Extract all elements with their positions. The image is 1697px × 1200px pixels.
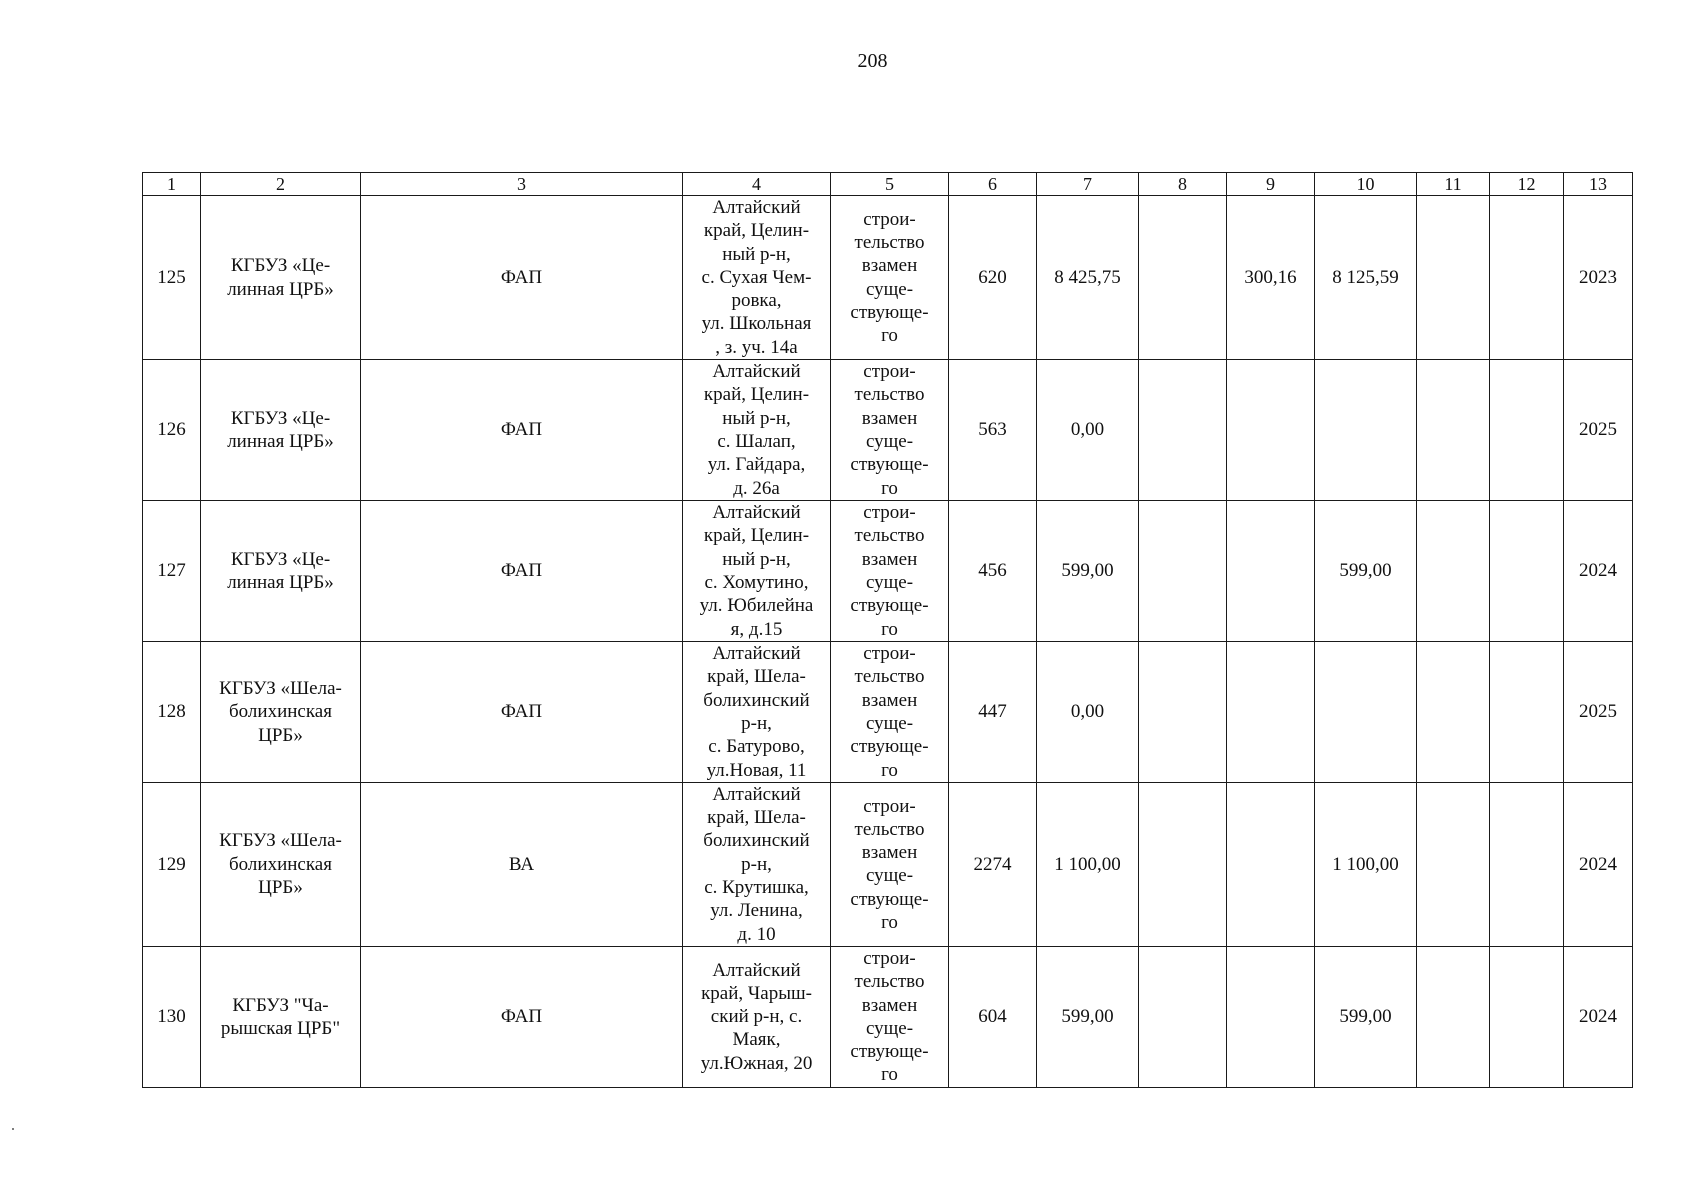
table-row	[143, 501, 1633, 642]
column-number-13: 13	[1564, 173, 1633, 196]
col8-cell	[1139, 642, 1227, 783]
work-type-cell: строи- тельство взамен суще- ствующе- го	[831, 782, 949, 946]
institution-cell: КГБУЗ «Це- линная ЦРБ»	[201, 196, 361, 360]
column-number-1: 1	[143, 173, 201, 196]
facility-type-cell: ФАП	[361, 946, 683, 1087]
work-type-cell: строи- тельство взамен суще- ствующе- го	[831, 642, 949, 783]
col12-cell	[1490, 501, 1564, 642]
col7-cell: 1 100,00	[1037, 782, 1139, 946]
col7-cell: 8 425,75	[1037, 196, 1139, 360]
col9-cell	[1227, 782, 1315, 946]
row-number-cell: 125	[143, 196, 201, 360]
col10-cell: 8 125,59	[1315, 196, 1417, 360]
table-row	[143, 642, 1633, 783]
table-header	[143, 173, 1633, 196]
col11-cell	[1417, 501, 1490, 642]
column-number-5: 5	[831, 173, 949, 196]
col8-cell	[1139, 782, 1227, 946]
column-number-9: 9	[1227, 173, 1315, 196]
column-number-11: 11	[1417, 173, 1490, 196]
page-number: 208	[857, 50, 888, 72]
address-cell: Алтайский край, Шела- болихинский р-н, с. Крутишка, ул. Ленина, д. 10	[683, 782, 831, 946]
col6-cell: 620	[949, 196, 1037, 360]
institution-cell: КГБУЗ "Ча- рышская ЦРБ"	[201, 946, 361, 1087]
col9-cell	[1227, 501, 1315, 642]
col11-cell	[1417, 196, 1490, 360]
row-number-cell: 127	[143, 501, 201, 642]
col11-cell	[1417, 360, 1490, 501]
col9-cell: 300,16	[1227, 196, 1315, 360]
col10-cell: 1 100,00	[1315, 782, 1417, 946]
col10-cell: 599,00	[1315, 946, 1417, 1087]
col12-cell	[1490, 782, 1564, 946]
institution-cell: КГБУЗ «Шела- болихинская ЦРБ»	[201, 642, 361, 783]
col6-cell: 447	[949, 642, 1037, 783]
table-row	[143, 782, 1633, 946]
col8-cell	[1139, 946, 1227, 1087]
col7-cell: 0,00	[1037, 642, 1139, 783]
address-cell: Алтайский край, Целин- ный р-н, с. Сухая Чем- ровка, ул. Школьная , з. уч. 14а	[683, 196, 831, 360]
work-type-cell: строи- тельство взамен суще- ствующе- го	[831, 946, 949, 1087]
col11-cell	[1417, 782, 1490, 946]
row-number-cell: 128	[143, 642, 201, 783]
row-number-cell: 129	[143, 782, 201, 946]
col8-cell	[1139, 196, 1227, 360]
col12-cell	[1490, 196, 1564, 360]
column-number-4: 4	[683, 173, 831, 196]
year-cell: 2025	[1564, 642, 1633, 783]
year-cell: 2024	[1564, 946, 1633, 1087]
work-type-cell: строи- тельство взамен суще- ствующе- го	[831, 360, 949, 501]
col6-cell: 456	[949, 501, 1037, 642]
col11-cell	[1417, 946, 1490, 1087]
row-number-cell: 130	[143, 946, 201, 1087]
header-row	[143, 173, 1633, 196]
address-cell: Алтайский край, Целин- ный р-н, с. Шалап, ул. Гайдара, д. 26а	[683, 360, 831, 501]
col8-cell	[1139, 501, 1227, 642]
column-number-7: 7	[1037, 173, 1139, 196]
year-cell: 2025	[1564, 360, 1633, 501]
column-number-3: 3	[361, 173, 683, 196]
address-cell: Алтайский край, Целин- ный р-н, с. Хомутино, ул. Юбилейна я, д.15	[683, 501, 831, 642]
col6-cell: 604	[949, 946, 1037, 1087]
col10-cell	[1315, 360, 1417, 501]
facility-type-cell: ВА	[361, 782, 683, 946]
column-number-10: 10	[1315, 173, 1417, 196]
work-type-cell: строи- тельство взамен суще- ствующе- го	[831, 196, 949, 360]
scan-speck	[12, 1128, 14, 1130]
facilities-table	[142, 172, 1633, 1088]
col9-cell	[1227, 946, 1315, 1087]
col12-cell	[1490, 946, 1564, 1087]
work-type-cell: строи- тельство взамен суще- ствующе- го	[831, 501, 949, 642]
col12-cell	[1490, 360, 1564, 501]
col7-cell: 0,00	[1037, 360, 1139, 501]
address-cell: Алтайский край, Чарыш- ский р-н, с. Маяк, ул.Южная, 20	[683, 946, 831, 1087]
institution-cell: КГБУЗ «Це- линная ЦРБ»	[201, 501, 361, 642]
facility-type-cell: ФАП	[361, 360, 683, 501]
address-cell: Алтайский край, Шела- болихинский р-н, с. Батурово, ул.Новая, 11	[683, 642, 831, 783]
col9-cell	[1227, 360, 1315, 501]
facility-type-cell: ФАП	[361, 642, 683, 783]
col12-cell	[1490, 642, 1564, 783]
col11-cell	[1417, 642, 1490, 783]
col8-cell	[1139, 360, 1227, 501]
col6-cell: 563	[949, 360, 1037, 501]
facility-type-cell: ФАП	[361, 501, 683, 642]
col7-cell: 599,00	[1037, 501, 1139, 642]
table-body	[143, 196, 1633, 1088]
year-cell: 2023	[1564, 196, 1633, 360]
col6-cell: 2274	[949, 782, 1037, 946]
col9-cell	[1227, 642, 1315, 783]
column-number-2: 2	[201, 173, 361, 196]
year-cell: 2024	[1564, 501, 1633, 642]
institution-cell: КГБУЗ «Це- линная ЦРБ»	[201, 360, 361, 501]
row-number-cell: 126	[143, 360, 201, 501]
table-row	[143, 196, 1633, 360]
column-number-8: 8	[1139, 173, 1227, 196]
col10-cell	[1315, 642, 1417, 783]
institution-cell: КГБУЗ «Шела- болихинская ЦРБ»	[201, 782, 361, 946]
column-number-6: 6	[949, 173, 1037, 196]
col7-cell: 599,00	[1037, 946, 1139, 1087]
table-row	[143, 360, 1633, 501]
col10-cell: 599,00	[1315, 501, 1417, 642]
table-row	[143, 946, 1633, 1087]
year-cell: 2024	[1564, 782, 1633, 946]
column-number-12: 12	[1490, 173, 1564, 196]
facility-type-cell: ФАП	[361, 196, 683, 360]
